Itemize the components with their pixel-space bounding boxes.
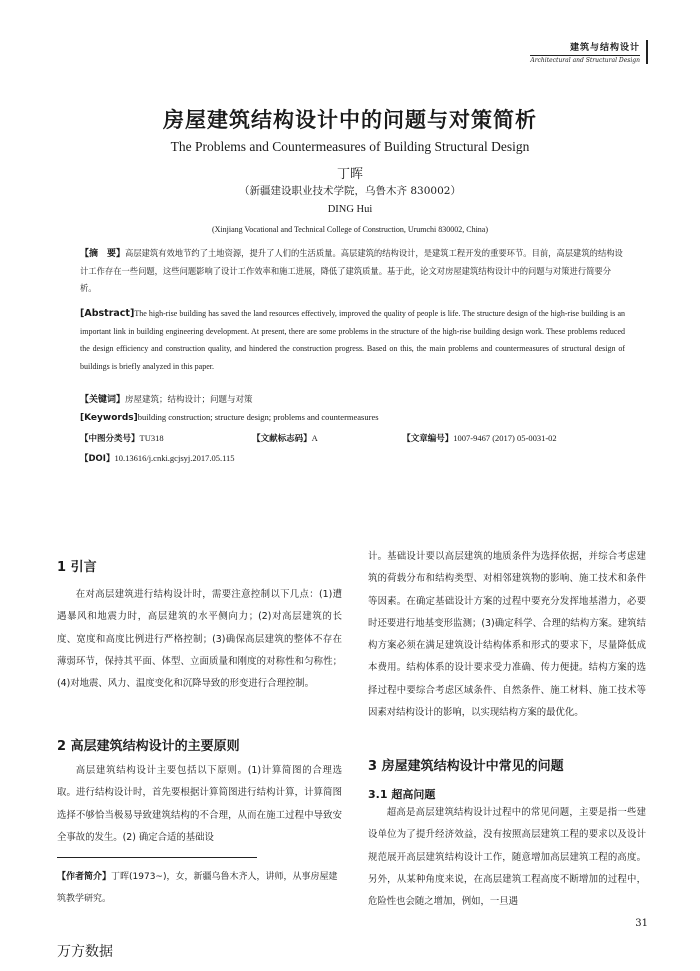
abstract-label: 【摘 要】 — [80, 249, 126, 259]
clc-label: 【中图分类号】 — [80, 434, 140, 444]
section-1-title: 1 引言 — [57, 560, 97, 575]
author-name-en: DING Hui — [327, 204, 373, 215]
classification-row — [80, 432, 625, 444]
journal-name-cn: 建筑与结构设计 — [569, 43, 640, 53]
article-no-label: 【文章编号】 — [402, 434, 454, 444]
paper-title-en: The Problems and Countermeasures of Building Structural Design — [170, 139, 530, 154]
author-name: 丁晖 — [336, 167, 363, 182]
author-bio-text: 丁晖(1973~)，女，新疆乌鲁木齐人，讲师，从事房屋建筑教学研究。 — [57, 872, 338, 904]
doi-value: 10.13616/j.cnki.gcjsyj.2017.05.115 — [114, 453, 235, 463]
abstract-en-label: [Abstract] — [80, 308, 135, 319]
section-2-continued: 计。基础设计要以高层建筑的地质条件为选择依据，并综合考虑建筑的荷载分布和结构类型、对相邻建筑物的影响、施工技术和条件等因素。在确定基础设计方案的过程中要充分发挥地基潜力，必要时还要进行地基变形监测；(3)确定科学、合理的结构方案。建筑结构方案必须在满足建筑设计结构体系和形式的要求下，尽量降低成本费用。结构体系的设计要求受力准确、传力便捷。结构方案的选择过程中要综合考虑区域条件、自然条件、施工材料、施工技术等因素对结构设计的影响，以实现结构方案的最优化。 — [368, 551, 646, 719]
doc-code-value: A — [311, 433, 318, 443]
journal-header — [530, 40, 648, 64]
keywords-cn — [80, 392, 625, 405]
keywords-en — [80, 412, 625, 423]
keywords-text: 房屋建筑；结构设计；问题与对策 — [125, 395, 253, 405]
abstract-cn — [80, 245, 625, 297]
section-3-1-title: 3.1 超高问题 — [368, 788, 436, 801]
section-2-paragraph: 高层建筑结构设计主要包括以下原则。(1)计算简图的合理选取。进行结构设计时，首先要根据计算简图进行结构计算，计算简图选择不够恰当极易导致建筑结构的不合理，从而在施工过程中导致安全事故的发生。(2) 确定合适的基础设 — [57, 765, 342, 843]
section-1-body — [57, 584, 342, 695]
keywords-label: 【关键词】 — [80, 395, 126, 405]
abstract-en-text: The high-rise building has saved the land resources effectively, improved the quality of people is life. The structure design of the high-rise building is an important link in building engineering development. At present, there are some problems in the structure of the high-rise building design work. These problems reduced the design efficiency and construction quality, and hindered the construction progress. Based on this, the main problems and countermeasures of structural design of buildings is briefly analyzed in this paper. — [80, 309, 625, 371]
footer-watermark: 万方数据 — [57, 944, 113, 960]
author-affiliation: （新疆建设职业技术学院，乌鲁木齐 830002） — [239, 185, 461, 197]
abstract-text: 高层建筑有效地节约了土地资源，提升了人们的生活质量。高层建筑的结构设计，是建筑工程开发的重要环节。目前，高层建筑的结构设计工作存在一些问题，这些问题影响了设计工作效率和施工进展，降低了建筑质量。基于此，论文对房屋建筑结构设计中的问题与对策进行简要分析。 — [80, 248, 623, 293]
section-3-title: 3 房屋建筑结构设计中常见的问题 — [368, 759, 564, 774]
author-bio-label: 【作者简介】 — [57, 872, 112, 882]
section-3-1-body — [368, 802, 646, 913]
author-bio — [57, 866, 345, 910]
keywords-en-text: building construction; structure design; problems and countermeasures — [137, 412, 379, 422]
clc-value: TU318 — [139, 433, 164, 443]
page-number: 31 — [635, 918, 648, 929]
doi-label: 【DOI】 — [80, 454, 115, 464]
article-no-value: 1007-9467 (2017) 05-0031-02 — [453, 433, 557, 443]
doc-code-label: 【文献标志码】 — [252, 434, 312, 444]
section-2-title: 2 高层建筑结构设计的主要原则 — [57, 739, 240, 754]
journal-name-en: Architectural and Structural Design — [530, 57, 640, 64]
section-1-paragraph: 在对高层建筑进行结构设计时，需要注意控制以下几点：(1)遭遇暴风和地震力时，高层建筑的水平侧向力；(2)对高层建筑的长度、宽度和高度比例进行严格控制；(3)确保高层建筑的整体不存在薄弱环节，保持其平面、体型、立面质量和刚度的对称性和匀称性；(4)对地震、风力、温度变化和沉降导致的形变进行合理控制。 — [57, 589, 342, 690]
doi-row — [80, 452, 625, 464]
section-2-body — [57, 760, 342, 849]
right-column-body — [368, 546, 646, 724]
abstract-en — [80, 305, 625, 375]
section-3-1-paragraph: 超高是高层建筑结构设计过程中的常见问题，主要是指一些建设单位为了提升经济效益，没有按照高层建筑工程的要求以及设计规范展开高层建筑结构设计工作，随意增加高层建筑工程的高度。另外，从某种角度来说，在高层建筑工程高度不断增加的过程中，危险性也会随之增加，例如，一旦遇 — [368, 807, 646, 908]
paper-title: 房屋建筑结构设计中的问题与对策简析 — [163, 108, 537, 132]
keywords-en-label: [Keywords] — [80, 413, 138, 423]
author-affiliation-en: (Xinjiang Vocational and Technical College of Construction, Urumchi 830002, China) — [211, 225, 489, 234]
footnote-rule — [57, 857, 257, 858]
